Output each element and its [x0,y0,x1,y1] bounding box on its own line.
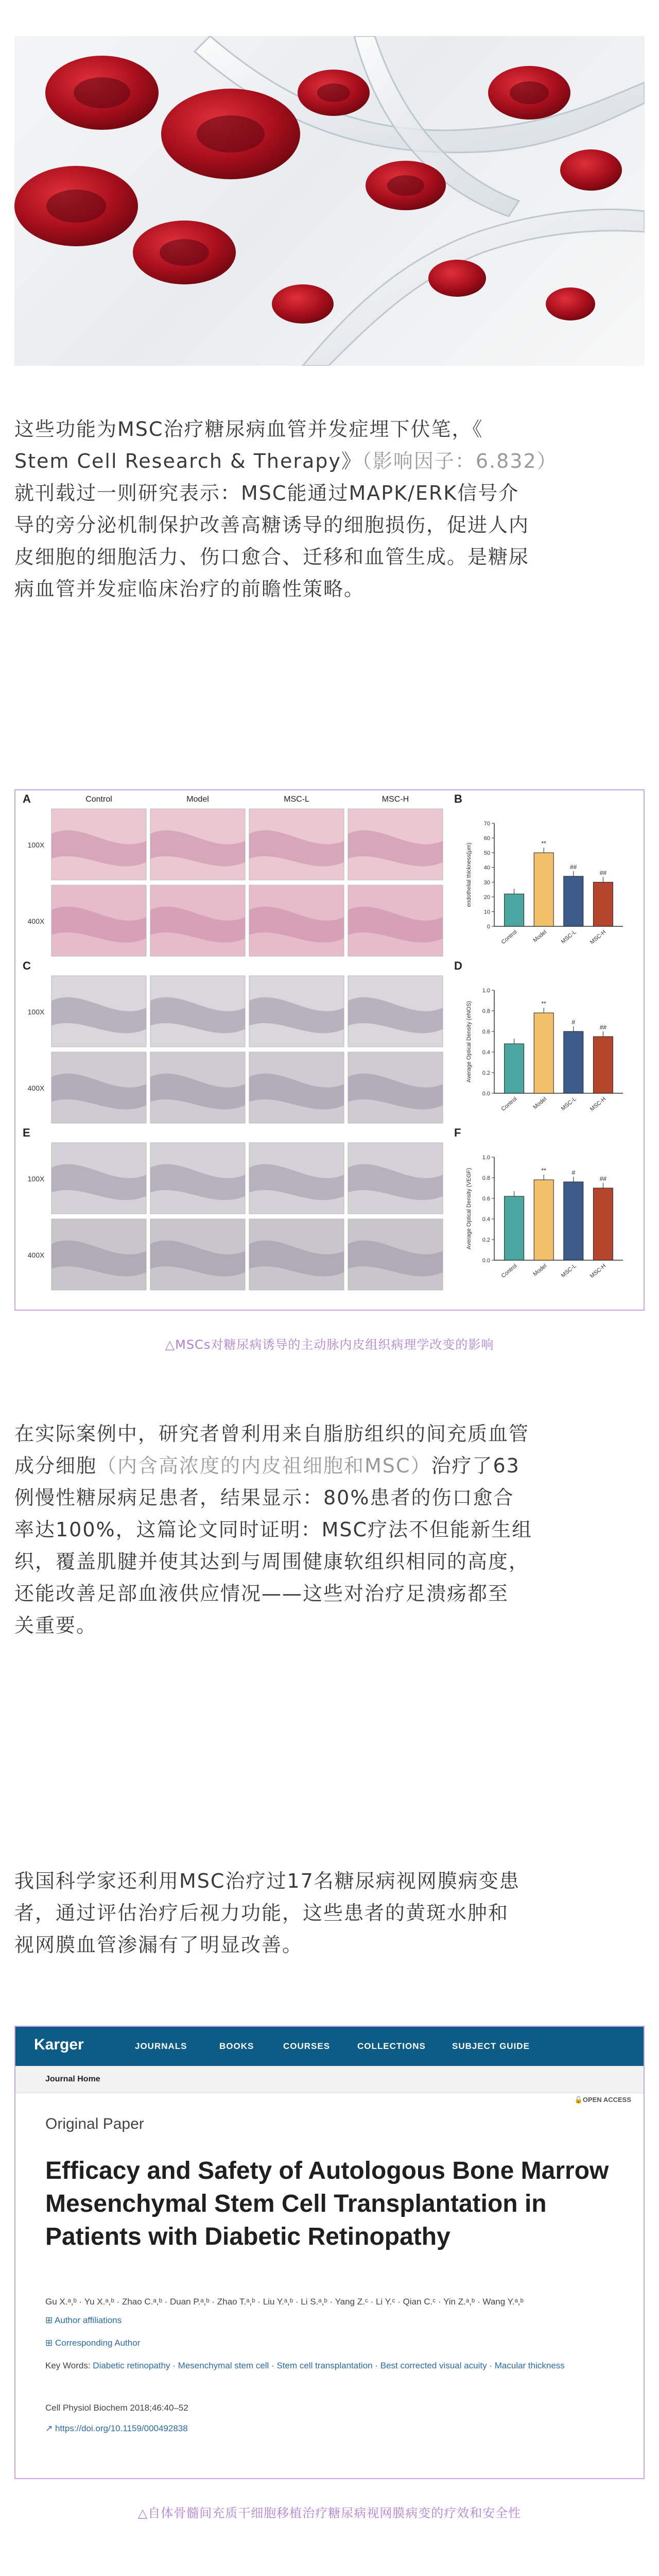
x-tick-label: MSC-H [588,929,608,946]
row-label: 400X [27,917,45,925]
journal-subnav [15,2066,644,2093]
keyword-link[interactable]: Best corrected visual acuity [380,2361,487,2370]
text-segment: 治疗了63 [431,1454,520,1477]
row-label: 400X [27,1084,45,1092]
nav-journals[interactable]: JOURNALS [135,2041,187,2051]
bar [593,882,613,926]
histology-figure-svg [15,790,644,1310]
bar [564,876,583,926]
figure2-caption: △自体骨髓间充质干细胞移植治疗糖尿病视网膜病变的疗效和安全性 [137,2506,522,2520]
corresponding-author-label: Corresponding Author [55,2338,141,2348]
column-header: Model [186,795,209,804]
y-tick-label: 0.8 [482,1175,490,1181]
row-label: 100X [27,841,45,849]
y-tick-label: 0.6 [482,1196,490,1202]
text-line: 关重要。 [14,1614,97,1637]
open-access-label: OPEN ACCESS [582,2096,631,2104]
keyword-link[interactable]: Macular thickness [494,2361,565,2370]
keywords-row: Key Words: Diabetic retinopathy · Mesenchymal stem cell · Stem cell transplantation · Best corrected visual acuity · Macular thickness [45,2361,565,2370]
text-line: 就刊载过一则研究表示：MSC能通过MAPK/ERK信号介 [14,482,519,504]
y-tick-label: 0.2 [482,1070,490,1076]
text-line: 率达100%，这篇论文同时证明：MSC疗法不但能新生组 [14,1518,533,1541]
x-tick-label: MSC-L [560,1263,578,1279]
row-label: 100X [27,1175,45,1183]
y-tick-label: 10 [483,909,490,916]
panel-letter: E [23,1126,30,1139]
significance-mark: ## [599,1175,607,1182]
paragraph-diabetic-foot [14,1418,645,1641]
panel-letter: D [454,959,462,972]
text-line: 这些功能为MSC治疗糖尿病血管并发症埋下伏笔，《 [14,418,483,440]
x-tick-label: Control [500,929,518,946]
significance-mark: ** [541,840,546,848]
bar [534,1013,553,1093]
x-tick-label: Control [500,1263,518,1280]
text-line [14,445,645,477]
paragraph-msc-function [14,413,645,605]
y-tick-label: 0.2 [482,1237,490,1243]
bar [593,1188,613,1260]
text-line: 在实际案例中，研究者曾利用来自脂肪组织的间充质血管 [14,1422,530,1445]
significance-mark: ## [570,863,577,871]
x-tick-label: Control [500,1096,518,1113]
y-tick-label: 40 [483,865,490,871]
bar [505,894,524,926]
impact-factor: （影响因子：6.832） [361,450,558,472]
text-line: 者，通过评估治疗后视力功能，这些患者的黄斑水肿和 [14,1902,509,1924]
y-tick-label: 70 [483,821,490,827]
y-tick-label: 1.0 [482,988,490,994]
y-tick-label: 20 [483,894,490,901]
plus-icon: ⊞ [45,2338,55,2348]
panel-letter: F [454,1126,461,1139]
y-tick-label: 1.0 [482,1155,490,1161]
keyword-link[interactable]: Mesenchymal stem cell [178,2361,269,2370]
text-line: 皮细胞的细胞活力、伤口愈合、迁移和血管生成。是糖尿 [14,546,530,568]
x-tick-label: MSC-H [588,1263,608,1280]
y-tick-label: 0.4 [482,1216,490,1223]
x-tick-label: MSC-L [560,929,578,945]
text-line [14,1450,645,1482]
row-label: 400X [27,1251,45,1259]
article-authors[interactable]: Gu X.ᵃ,ᵇ · Yu X.ᵃ,ᵇ · Zhao C.ᵃ,ᵇ · Duan P.ᵃ,ᵇ · Zhao T.ᵃ,ᵇ · Liu Y.ᵃ,ᵇ · Li S.ᵃ,ᵇ · Yang Z.ᶜ · Li Y.ᶜ · Qian C.ᶜ · Yin Z.ᵃ,ᵇ · Wang Y.ᵃ,ᵇ [45,2297,524,2307]
text-line: 织，覆盖肌腱并使其达到与周围健康软组织相同的高度， [14,1550,530,1573]
author-affiliations-label: Author affiliations [55,2315,122,2325]
y-axis-label: Average Optical Density (eNOS) [466,1001,472,1083]
citation: Cell Physiol Biochem 2018;46:40–52 [45,2403,188,2413]
column-header: MSC-H [381,795,409,804]
doi-link[interactable] [45,2424,188,2434]
text-line: 视网膜血管渗漏有了明显改善。 [14,1934,303,1956]
keywords-label: Key Words: [45,2361,91,2370]
x-tick-label: MSC-L [560,1096,578,1112]
keyword-link[interactable]: Stem cell transplantation [276,2361,373,2370]
text-line: 例慢性糖尿病足患者，结果显示：80%患者的伤口愈合 [14,1486,514,1509]
significance-mark: ** [541,1167,546,1174]
text-line: 导的旁分泌机制保护改善高糖诱导的细胞损伤，促进人内 [14,514,530,536]
text-line: 还能改善足部血液供应情况——这些对治疗足溃疡都至 [14,1582,509,1605]
y-tick-label: 50 [483,850,490,857]
y-tick-label: 0.4 [482,1049,490,1056]
open-access-icon: 🔓 [574,2096,583,2104]
x-tick-label: Model [532,1263,548,1278]
nav-collections[interactable]: COLLECTIONS [357,2041,426,2051]
figure1-caption: △MSCs对糖尿病诱导的主动脉内皮组织病理学改变的影响 [165,1337,494,1352]
panel-letter: B [454,792,462,805]
significance-mark: ## [599,869,607,877]
bar [593,1037,613,1093]
bar [534,853,553,926]
column-header: MSC-L [284,795,309,804]
hero-image [14,36,645,366]
text-line: 我国科学家还利用MSC治疗过17名糖尿病视网膜病变患 [14,1870,520,1892]
link-icon: ↗ [45,2424,55,2433]
nav-subject-guide[interactable]: SUBJECT GUIDE [452,2041,530,2051]
x-tick-label: Model [532,929,548,944]
significance-mark: # [571,1019,576,1026]
figure-article-screenshot [14,2026,645,2479]
panel-letter: C [23,959,31,972]
y-axis-label: endothelial thickness(μm) [466,842,472,907]
bar [505,1044,524,1093]
significance-mark: # [571,1169,576,1176]
text-line: 病血管并发症临床治疗的前瞻性策略。 [14,578,365,600]
significance-mark: ** [541,1000,546,1007]
article-title: Efficacy and Safety of Autologous Bone Marrow Mesenchymal Stem Cell Transplantation in Patients with Diabetic Retinopathy [45,2157,609,2250]
paragraph-retinopathy [14,1865,645,1961]
y-tick-label: 30 [483,879,490,886]
bar [564,1182,583,1260]
panel-letter: A [23,792,31,805]
author-affiliations-link[interactable] [45,2315,122,2326]
row-label: 100X [27,1008,45,1016]
red-blood-cells-illustration [14,36,645,366]
journal-home-link[interactable]: Journal Home [45,2075,100,2083]
journal-name: Stem Cell Research & Therapy》 [14,450,362,472]
parenthetical-note: （内含高浓度的内皮祖细胞和MSC） [97,1454,431,1477]
y-tick-label: 0.6 [482,1029,490,1035]
nav-courses[interactable]: COURSES [283,2041,331,2051]
text-segment: 成分细胞 [14,1454,97,1477]
y-axis-label: Average Optical Density (VEGF) [466,1167,472,1250]
x-tick-label: MSC-H [588,1096,608,1113]
y-tick-label: 0 [487,924,490,930]
plus-icon: ⊞ [45,2315,55,2325]
bar [564,1031,583,1093]
bar [534,1180,553,1260]
karger-logo[interactable]: Karger [34,2036,84,2053]
doi-label: https://doi.org/10.1159/000492838 [55,2424,188,2433]
y-tick-label: 0.0 [482,1258,490,1264]
column-header: Control [85,795,112,804]
y-tick-label: 60 [483,835,490,842]
publisher-navbar [15,2027,644,2066]
corresponding-author-link[interactable] [45,2338,140,2348]
nav-books[interactable]: BOOKS [219,2041,254,2051]
y-tick-label: 0.0 [482,1091,490,1097]
y-tick-label: 0.8 [482,1008,490,1014]
significance-mark: ## [599,1024,607,1031]
figure-histology [14,789,645,1311]
paper-type: Original Paper [45,2115,144,2132]
bar [505,1196,524,1260]
keyword-link[interactable]: Diabetic retinopathy [93,2361,170,2370]
open-access-badge [575,2096,631,2104]
x-tick-label: Model [532,1096,548,1111]
